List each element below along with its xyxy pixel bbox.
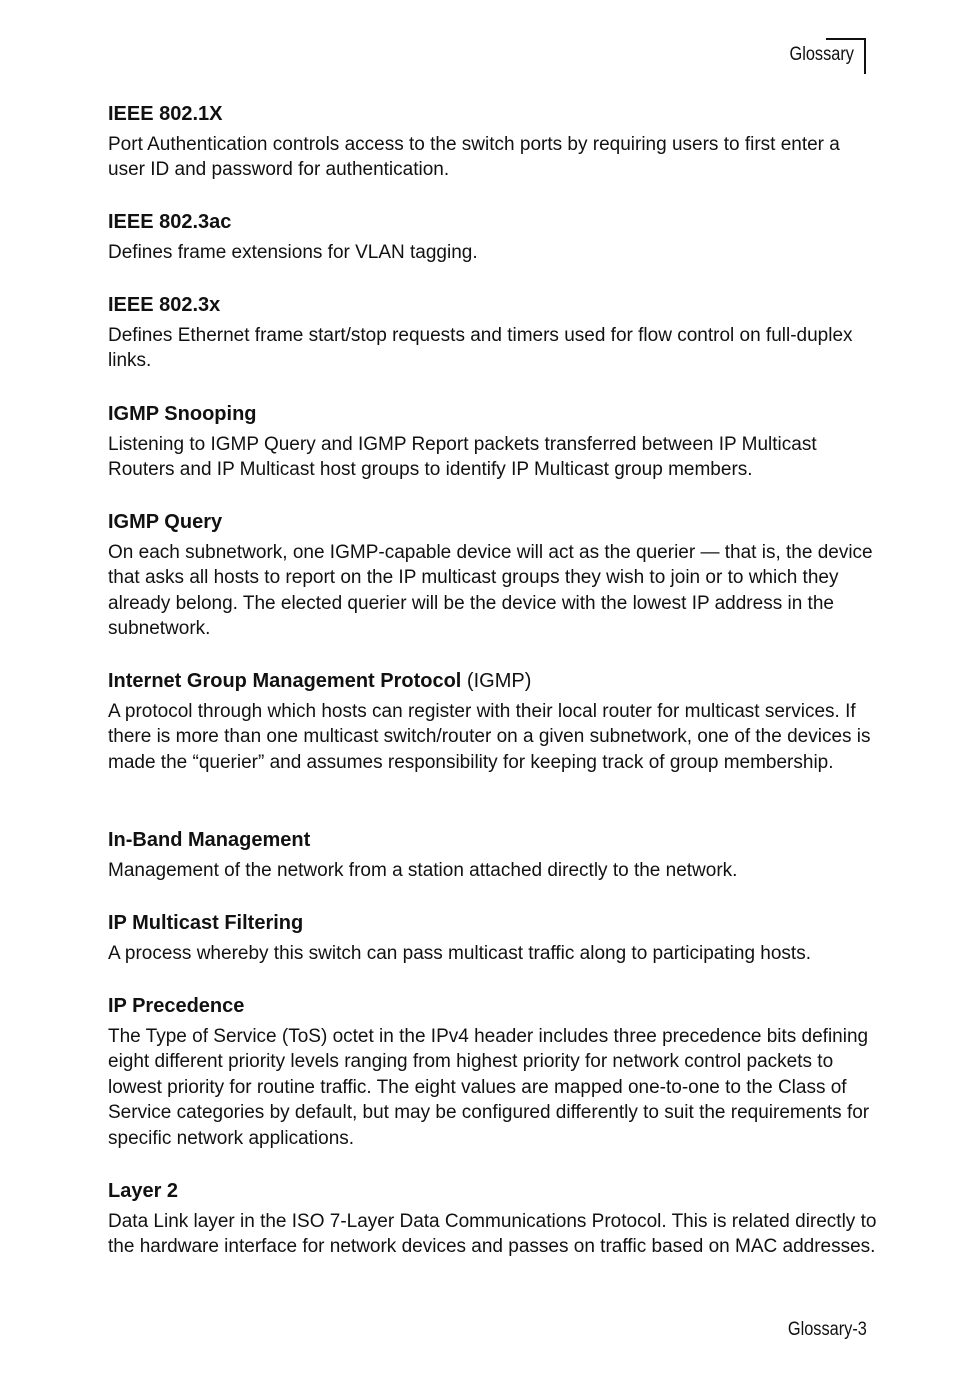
glossary-entry-in-band-management	[108, 828, 878, 883]
glossary-entry-igmp-snooping	[108, 402, 878, 483]
entry-term: IGMP Query	[108, 511, 223, 533]
entry-definition: Listening to IGMP Query and IGMP Report packets transferred between IP Multicast Routers and IP Multicast host groups to identify IP Multicast group members.	[108, 434, 817, 481]
glossary-entry-igmp-query	[108, 510, 878, 642]
glossary-entry-ieee-8021x	[108, 102, 878, 183]
entry-definition: On each subnetwork, one IGMP-capable device will act as the querier — that is, the device that asks all hosts to report on the IP multicast groups they wish to join or to which they already belong. The elected querier will be the device with the lowest IP address in the subnetwork.	[108, 542, 873, 640]
entry-term-abbreviation: (IGMP)	[461, 670, 532, 692]
entry-definition: A process whereby this switch can pass multicast traffic along to participating hosts.	[108, 943, 811, 964]
entry-definition: The Type of Service (ToS) octet in the IPv4 header includes three precedence bits defining eight different priority levels ranging from highest priority for network control packets to lowest priority for routine traffic. The eight values are mapped one-to-one to the Class of Service categories by default, but may be configured differently to suit the requirements for specific network applications.	[108, 1026, 870, 1149]
entry-definition: Port Authentication controls access to the switch ports by requiring users to first enter a user ID and password for authentication.	[108, 134, 840, 181]
entry-definition: A protocol through which hosts can register with their local router for multicast services. If there is more than one multicast switch/router on a given subnetwork, one of the devices is made the “querier” and assumes responsibility for keeping track of group membership.	[108, 701, 871, 773]
glossary-entry-igmp-protocol	[108, 669, 878, 775]
entry-definition: Management of the network from a station attached directly to the network.	[108, 860, 738, 881]
glossary-entry-ieee-8023x	[108, 293, 878, 374]
header-rule-horizontal	[826, 38, 866, 40]
entry-definition: Defines frame extensions for VLAN tagging.	[108, 242, 478, 263]
entry-term: IEEE 802.3x	[108, 294, 221, 316]
entry-term: Layer 2	[108, 1180, 179, 1202]
entry-term: IEEE 802.1X	[108, 103, 223, 125]
glossary-entry-ip-precedence	[108, 994, 878, 1151]
entry-term: In-Band Management	[108, 829, 311, 851]
page-number: Glossary-3	[788, 1319, 867, 1340]
glossary-entry-ip-multicast-filtering	[108, 911, 878, 966]
glossary-entry-layer-2	[108, 1179, 878, 1260]
entry-term-row	[108, 669, 878, 694]
entry-term: IP Precedence	[108, 995, 245, 1017]
entry-definition: Data Link layer in the ISO 7-Layer Data Communications Protocol. This is related directly to the hardware interface for network devices and passes on traffic based on MAC addresses.	[108, 1211, 877, 1258]
header-rule-vertical	[864, 38, 866, 74]
entry-term: IGMP Snooping	[108, 403, 257, 425]
glossary-entry-ieee-8023ac	[108, 210, 878, 265]
entry-term: IEEE 802.3ac	[108, 211, 232, 233]
entry-definition: Defines Ethernet frame start/stop requests and timers used for flow control on full-duplex links.	[108, 325, 853, 372]
entry-term: Internet Group Management Protocol	[108, 670, 462, 692]
entry-term: IP Multicast Filtering	[108, 912, 304, 934]
header-section-label: Glossary	[789, 44, 854, 65]
